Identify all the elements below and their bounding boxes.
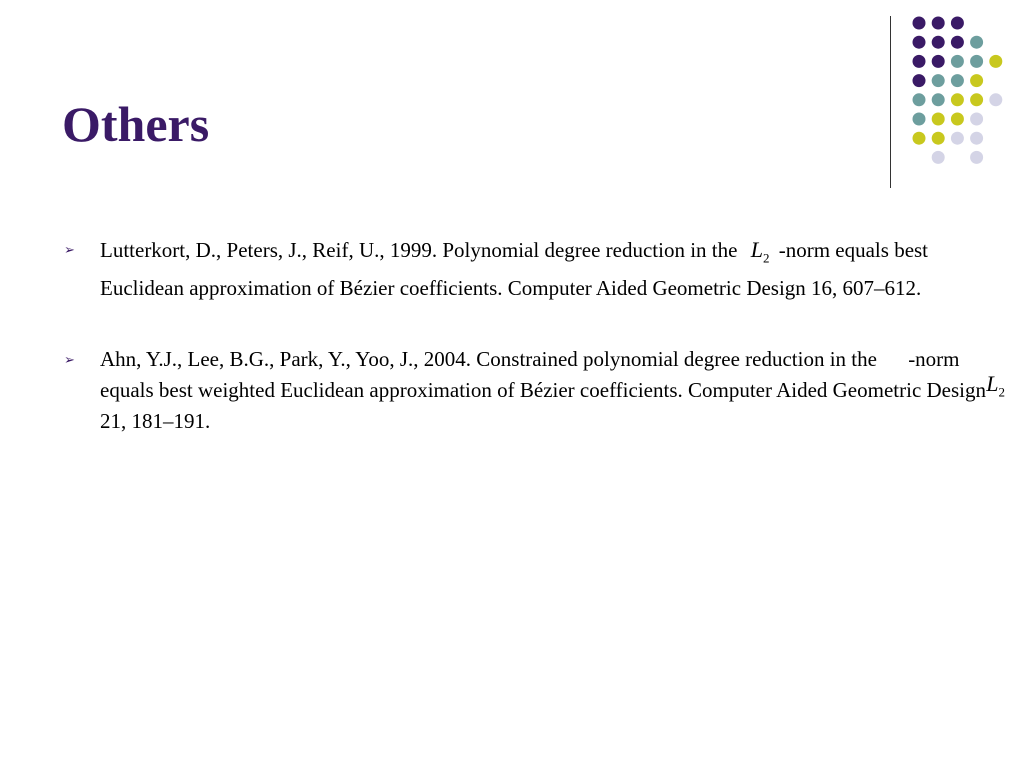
decorative-dot (913, 113, 926, 126)
decorative-dot (913, 36, 926, 49)
math-subscript: 2 (998, 384, 1005, 400)
bullet-arrow-icon: ➢ (64, 242, 75, 257)
decorative-dot (951, 17, 964, 30)
decorative-dot (932, 55, 945, 68)
decorative-dot (970, 36, 983, 49)
reference-text-end: -norm equals best Euclidean approximation of Bézier coefficients. Computer Aided Geometric Design 16, 607–612. (100, 238, 929, 301)
reference-list (60, 234, 1005, 477)
math-letter: L (986, 371, 999, 397)
decorative-dot (951, 36, 964, 49)
decorative-dot (970, 93, 983, 106)
decorative-dot (913, 55, 926, 68)
decorative-dot (932, 74, 945, 87)
decorative-dot (989, 55, 1002, 68)
math-letter: L (750, 237, 763, 262)
reference-item (60, 234, 1000, 304)
decorative-dot-grid (0, 0, 1024, 200)
decorative-dot (932, 132, 945, 145)
decorative-dot (970, 151, 983, 164)
decorative-dot (932, 36, 945, 49)
decorative-dot (932, 93, 945, 106)
bullet-arrow-icon: ➢ (64, 352, 75, 368)
decorative-dot (932, 17, 945, 30)
decorative-dot (951, 74, 964, 87)
decorative-dot (951, 55, 964, 68)
decorative-dot (913, 17, 926, 30)
dot-grid-graphic (0, 0, 1024, 200)
reference-item (60, 344, 1005, 437)
decorative-dot (951, 132, 964, 145)
decorative-dot (913, 132, 926, 145)
decorative-dot (951, 113, 964, 126)
math-subscript: 2 (762, 250, 770, 266)
reference-text-end: -norm equals best weighted Euclidean approximation of Bézier coefficients. Computer Aided Geometric Design 21, 181–191. (100, 347, 987, 434)
decorative-dot (970, 132, 983, 145)
decorative-dot (913, 74, 926, 87)
decorative-dot (932, 113, 945, 126)
decorative-dot (970, 113, 983, 126)
decorative-dot (970, 55, 983, 68)
math-symbol (743, 237, 774, 266)
reference-text-start: Lutterkort, D., Peters, J., Reif, U., 1999. Polynomial degree reduction in the (100, 238, 743, 262)
decorative-dot (913, 93, 926, 106)
decorative-dot (932, 151, 945, 164)
decorative-dot (951, 93, 964, 106)
slide-title: Others (62, 96, 210, 152)
decorative-dot (989, 93, 1002, 106)
reference-text-start: Ahn, Y.J., Lee, B.G., Park, Y., Yoo, J., 2004. Constrained polynomial degree reduction in the (100, 347, 883, 372)
decorative-dot (970, 74, 983, 87)
